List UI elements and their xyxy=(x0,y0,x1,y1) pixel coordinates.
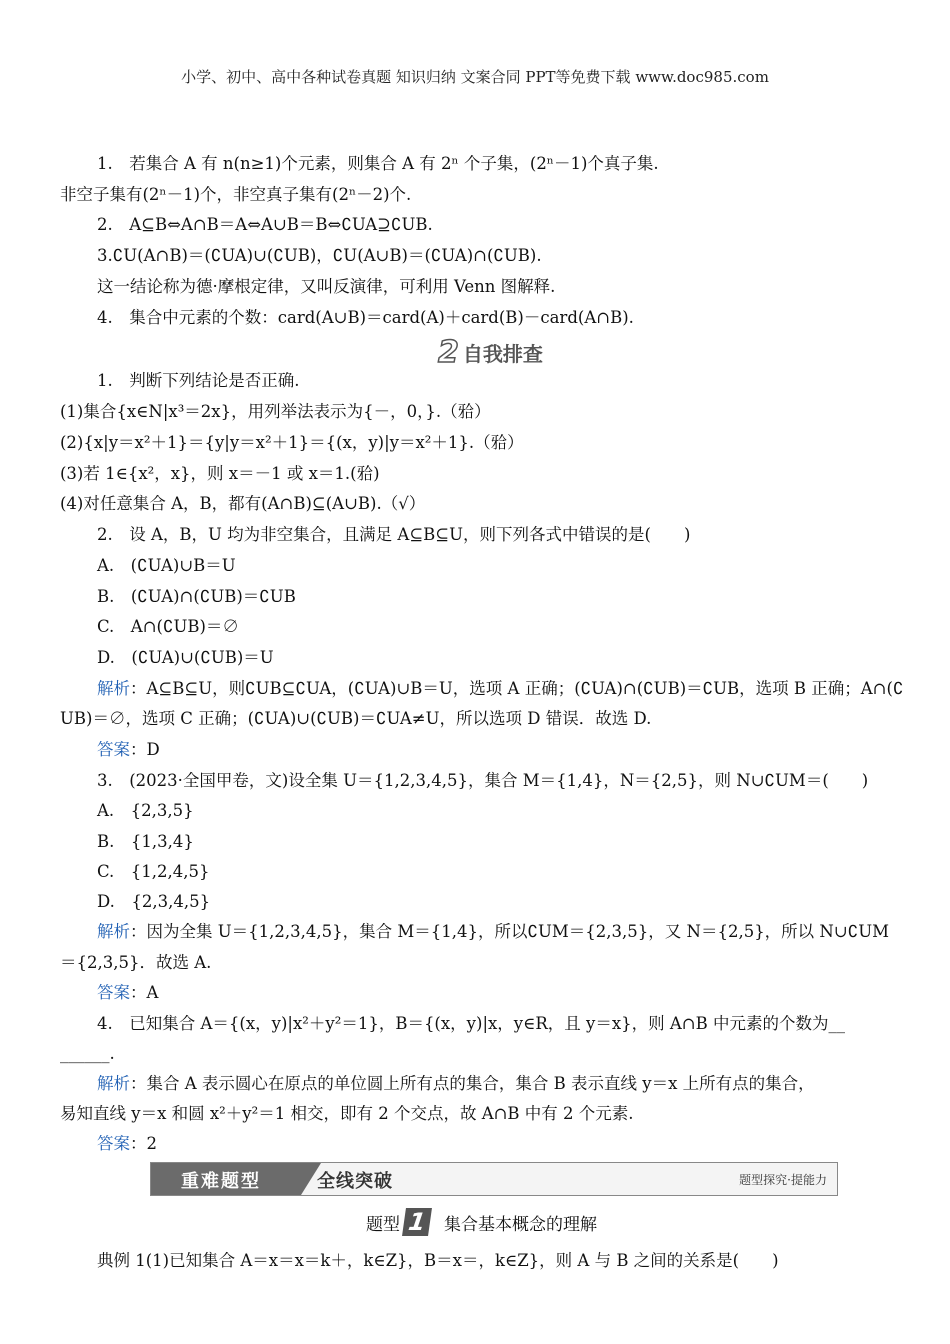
text-line: 4. 集合中元素的个数：card(A∪B)＝card(A)＋card(B)－card(A∩B). xyxy=(97,308,634,327)
analysis-label: 解析 xyxy=(97,922,130,941)
section-title: 自我排查 xyxy=(462,342,543,366)
analysis-label: 解析 xyxy=(97,1074,130,1093)
answer-label: 答案 xyxy=(97,740,130,759)
q3-analysis-line: ＝{2,3,5}．故选 A. xyxy=(60,953,212,972)
question-type-heading xyxy=(366,1208,597,1236)
q2-analysis-line: 解析：A⊆B⊆U，则∁UB⊆∁UA，(∁UA)∪B＝U，选项 A 正确；(∁UA)∩(∁UB)＝∁UB，选项 B 正确；A∩(∁ xyxy=(97,679,904,698)
text-line: (2){x|y＝x²＋1}＝{y|y＝x²＋1}＝{(x，y)|y＝x²＋1}.（𬌗） xyxy=(60,433,524,452)
option-d: D. {2,3,4,5} xyxy=(97,892,211,911)
option-c: C. {1,2,4,5} xyxy=(97,862,210,881)
section-banner xyxy=(150,1162,838,1196)
option-b: B. (∁UA)∩(∁UB)＝∁UB xyxy=(97,587,296,606)
text-line: 3.∁U(A∩B)＝(∁UA)∪(∁UB)，∁U(A∪B)＝(∁UA)∩(∁UB). xyxy=(97,246,542,265)
text-line: 1. 判断下列结论是否正确. xyxy=(97,371,300,390)
analysis-label: 解析 xyxy=(97,679,130,698)
section-number: 2 xyxy=(438,335,459,370)
q4-analysis-line: 易知直线 y＝x 和圆 x²＋y²＝1 相交，即有 2 个交点，故 A∩B 中有 2 个元素. xyxy=(60,1104,634,1123)
question-3: 3. (2023·全国甲卷，文)设全集 U＝{1,2,3,4,5}，集合 M＝{1,4}，N＝{2,5}，则 N∪∁UM＝( ) xyxy=(97,771,869,790)
banner-right-label: 全线突破 xyxy=(317,1171,393,1192)
question-4-blank: ______. xyxy=(60,1044,115,1063)
option-a: A. (∁UA)∪B＝U xyxy=(97,556,236,575)
text-line: 这一结论称为德·摩根定律，又叫反演律，可利用 Venn 图解释. xyxy=(97,277,556,296)
q2-answer: 答案：D xyxy=(97,740,160,759)
example-1: 典例 1(1)已知集合 A＝x＝x＝k＋，k∈Z}，B＝x＝，k∈Z}，则 A 与 B 之间的关系是( ) xyxy=(97,1251,779,1270)
type-title: 集合基本概念的理解 xyxy=(444,1214,597,1235)
answer-label: 答案 xyxy=(97,1134,130,1153)
section-heading-self-check xyxy=(438,335,543,370)
q3-analysis-line: 解析：因为全集 U＝{1,2,3,4,5}，集合 M＝{1,4}，所以∁UM＝{2,3,5}，又 N＝{2,5}，所以 N∪∁UM xyxy=(97,922,889,941)
text-line: (4)对任意集合 A，B，都有(A∩B)⊆(A∪B).（√） xyxy=(60,494,426,513)
question-4: 4. 已知集合 A＝{(x，y)|x²＋y²＝1}，B＝{(x，y)|x，y∈R，且 y＝x}，则 A∩B 中元素的个数为__ xyxy=(97,1014,845,1033)
type-number-badge: 1 xyxy=(402,1208,432,1236)
question-2: 2. 设 A，B，U 均为非空集合，且满足 A⊆B⊆U，则下列各式中错误的是( ) xyxy=(97,525,691,544)
q2-analysis-line: UB)＝∅，选项 C 正确；(∁UA)∪(∁UB)＝∁UA≠U，所以选项 D 错误．故选 D. xyxy=(60,709,652,728)
q3-answer: 答案：A xyxy=(97,983,159,1002)
text-line: (1)集合{x∈N|x³＝2x}，用列举法表示为{－，0，}.（𬌗） xyxy=(60,402,491,421)
answer-label: 答案 xyxy=(97,983,130,1002)
option-b: B. {1,3,4} xyxy=(97,832,194,851)
type-label: 题型 xyxy=(366,1214,400,1235)
text-line: 非空子集有(2ⁿ－1)个，非空真子集有(2ⁿ－2)个. xyxy=(60,185,412,204)
banner-left-label: 重难题型 xyxy=(181,1171,261,1192)
q4-analysis-line: 解析：集合 A 表示圆心在原点的单位圆上所有点的集合，集合 B 表示直线 y＝x 上所有点的集合， xyxy=(97,1074,815,1093)
banner-tag: 题型探究·提能力 xyxy=(739,1173,827,1187)
q4-answer: 答案：2 xyxy=(97,1134,157,1153)
option-d: D. (∁UA)∪(∁UB)＝U xyxy=(97,648,274,667)
text-line: 1. 若集合 A 有 n(n≥1)个元素，则集合 A 有 2ⁿ 个子集，(2ⁿ－1)个真子集. xyxy=(97,154,659,173)
option-c: C. A∩(∁UB)＝∅ xyxy=(97,617,239,636)
page-header: 小学、初中、高中各种试卷真题 知识归纳 文案合同 PPT等免费下载 www.doc985.com xyxy=(181,68,769,86)
option-a: A. {2,3,5} xyxy=(97,801,194,820)
text-line: 2. A⊆B⇔A∩B＝A⇔A∪B＝B⇔∁UA⊇∁UB. xyxy=(97,215,433,234)
text-line: (3)若 1∈{x²，x}，则 x＝－1 或 x＝1.(𬌗) xyxy=(60,464,380,483)
